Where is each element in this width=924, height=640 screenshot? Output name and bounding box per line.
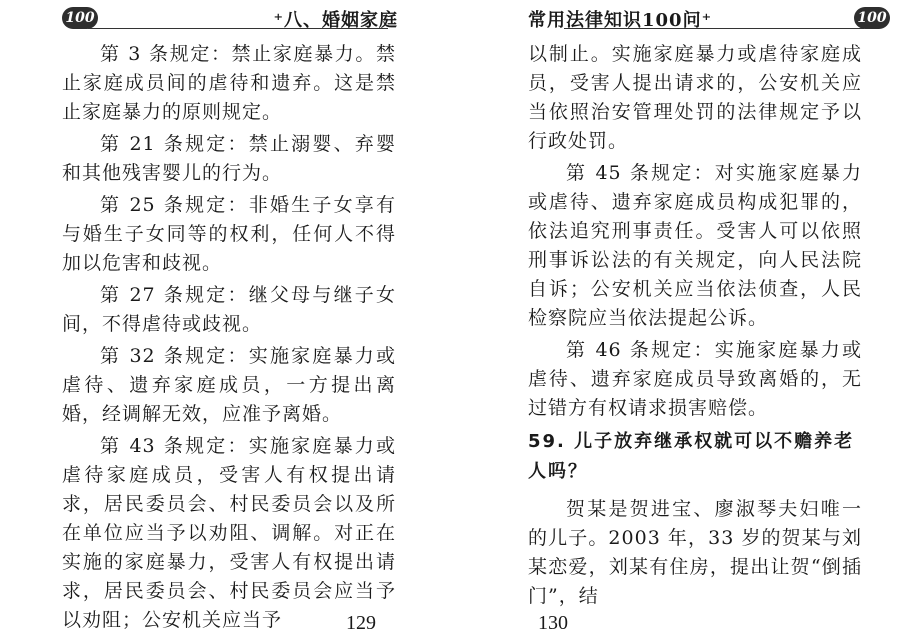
paragraph: 第 25 条规定：非婚生子女享有与婚生子女同等的权利，任何人不得加以危害和歧视。 [62, 194, 396, 274]
right-page [462, 0, 924, 640]
header-rule [564, 28, 864, 29]
page-number: 129 [346, 612, 376, 634]
right-page-header [462, 4, 924, 34]
paragraph: 第 43 条规定：实施家庭暴力或虐待家庭成员，受害人有权提出请求，居民委员会、村民委员会以及所在单位应当予以劝阻、调解。对正在实施的家庭暴力，受害人有权提出请求，居民委员会、村民委员会应当予以劝阻；公安机关应当予 [62, 435, 396, 631]
paragraph: 第 45 条规定：对实施家庭暴力或虐待、遗弃家庭成员构成犯罪的，依法追究刑事责任。受害人可以依照刑事诉讼法的有关规定，向人民法院自诉；公安机关应当依法侦查，人民检察院应当依法提起公诉。 [528, 162, 862, 329]
paragraph: 贺某是贺进宝、廖淑琴夫妇唯一的儿子。2003 年，33 岁的贺某与刘某恋爱，刘某有住房，提出让贺“倒插门”，结 [528, 498, 862, 607]
paragraph: 第 27 条规定：继父母与继子女间，不得虐待或歧视。 [62, 284, 396, 335]
book-logo-badge: 100 [854, 7, 890, 29]
left-page-body [62, 40, 396, 638]
page-number: 130 [538, 612, 568, 634]
chapter-title: ⁺八、婚姻家庭 [273, 10, 398, 31]
book-title: 常用法律知识100问⁺ [528, 10, 713, 31]
right-page-body [528, 40, 862, 614]
left-page-header [0, 4, 462, 34]
paragraph-continued: 以制止。实施家庭暴力或虐待家庭成员，受害人提出请求的，公安机关应当依照治安管理处罚的法律规定予以行政处罚。 [528, 43, 862, 152]
paragraph: 第 3 条规定：禁止家庭暴力。禁止家庭成员间的虐待和遗弃。这是禁止家庭暴力的原则规定。 [62, 43, 396, 123]
book-logo-badge: 100 [62, 7, 98, 29]
paragraph: 第 21 条规定：禁止溺婴、弃婴和其他残害婴儿的行为。 [62, 133, 396, 184]
paragraph: 第 46 条规定：实施家庭暴力或虐待、遗弃家庭成员导致离婚的，无过错方有权请求损害赔偿。 [528, 339, 862, 419]
question-heading: 59. 儿子放弃继承权就可以不赡养老人吗？ [528, 431, 855, 482]
paragraph: 第 32 条规定：实施家庭暴力或虐待、遗弃家庭成员，一方提出离婚，经调解无效，应准予离婚。 [62, 345, 396, 425]
